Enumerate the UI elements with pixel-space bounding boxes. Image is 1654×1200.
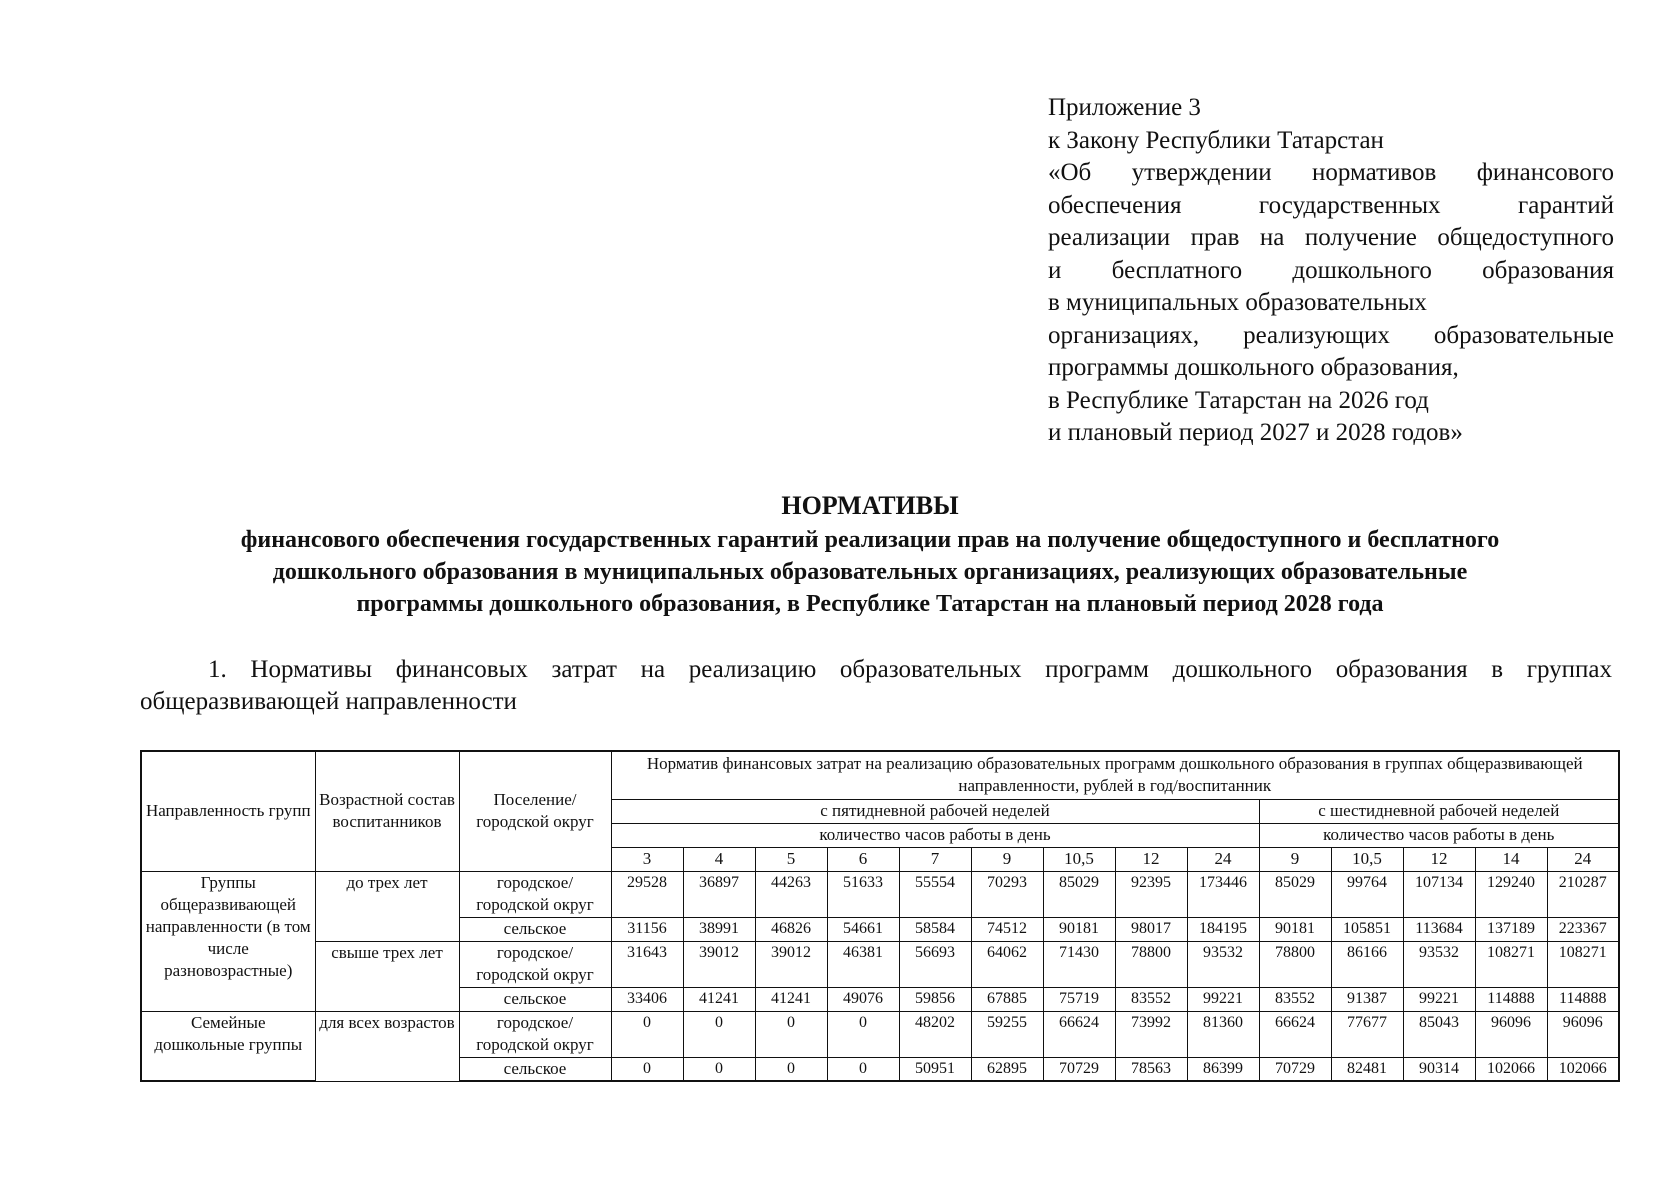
cell-value: 108271 [1475, 941, 1547, 987]
appendix-line: к Закону Республики Татарстан [1048, 126, 1384, 154]
cell-value: 75719 [1043, 987, 1115, 1011]
header-six-day: с шестидневной рабочей неделей [1259, 799, 1619, 823]
cell-settlement: городское/ городской округ [459, 941, 611, 987]
cell-value: 36897 [683, 871, 755, 917]
cell-value: 99221 [1187, 987, 1259, 1011]
cell-settlement: сельское [459, 987, 611, 1011]
cell-value: 96096 [1547, 1011, 1619, 1057]
hours-cell: 10,5 [1331, 847, 1403, 871]
cell-value: 99221 [1403, 987, 1475, 1011]
header-age: Возрастной состав воспитанников [315, 751, 459, 871]
cell-value: 0 [683, 1011, 755, 1057]
appendix-line: и плановый период 2027 и 2028 годов» [1048, 419, 1463, 446]
cell-value: 102066 [1475, 1057, 1547, 1081]
cell-value: 48202 [899, 1011, 971, 1057]
cell-value: 78800 [1115, 941, 1187, 987]
cell-value: 38991 [683, 917, 755, 941]
cell-value: 0 [683, 1057, 755, 1081]
cell-value: 184195 [1187, 917, 1259, 941]
appendix-line: в муниципальных образовательных [1048, 289, 1427, 316]
cell-settlement: городское/ городской округ [459, 1011, 611, 1057]
cell-value: 64062 [971, 941, 1043, 987]
cell-value: 62895 [971, 1057, 1043, 1081]
cell-value: 66624 [1043, 1011, 1115, 1057]
table-body [141, 871, 1619, 1081]
cell-value: 90181 [1043, 917, 1115, 941]
cell-value: 173446 [1187, 871, 1259, 917]
cell-value: 223367 [1547, 917, 1619, 941]
cell-value: 44263 [755, 871, 827, 917]
cell-value: 105851 [1331, 917, 1403, 941]
cell-value: 86166 [1331, 941, 1403, 987]
cell-value: 90181 [1259, 917, 1331, 941]
cell-value: 210287 [1547, 871, 1619, 917]
table-row [141, 1011, 1619, 1057]
cell-value: 81360 [1187, 1011, 1259, 1057]
cell-value: 39012 [683, 941, 755, 987]
cell-value: 137189 [1475, 917, 1547, 941]
appendix-line: обеспечения государственных гарантий [1048, 191, 1614, 219]
cell-value: 114888 [1475, 987, 1547, 1011]
cell-value: 0 [611, 1011, 683, 1057]
cell-value: 107134 [1403, 871, 1475, 917]
cell-value: 92395 [1115, 871, 1187, 917]
cell-value: 78563 [1115, 1057, 1187, 1081]
cell-value: 31643 [611, 941, 683, 987]
cell-group-direction: Группы общеразвивающей направленности (в том числе разновозрастные) [141, 871, 315, 1011]
table-row [141, 871, 1619, 917]
cell-value: 70729 [1259, 1057, 1331, 1081]
hours-cell: 24 [1547, 847, 1619, 871]
header-five-day: с пятидневной рабочей неделей [611, 799, 1259, 823]
hours-cell: 7 [899, 847, 971, 871]
cell-value: 85029 [1259, 871, 1331, 917]
cell-value: 78800 [1259, 941, 1331, 987]
appendix-line: в Республике Татарстан на 2026 год [1048, 386, 1429, 414]
cell-value: 0 [827, 1011, 899, 1057]
cell-value: 129240 [1475, 871, 1547, 917]
cell-value: 0 [755, 1011, 827, 1057]
hours-cell: 3 [611, 847, 683, 871]
cell-value: 83552 [1259, 987, 1331, 1011]
hours-cell: 9 [971, 847, 1043, 871]
cell-value: 86399 [1187, 1057, 1259, 1081]
cell-settlement: сельское [459, 917, 611, 941]
cell-value: 54661 [827, 917, 899, 941]
cell-value: 46381 [827, 941, 899, 987]
appendix-line: организациях, реализующих образовательные [1048, 321, 1614, 349]
cell-value: 0 [755, 1057, 827, 1081]
cell-age: для всех возрастов [315, 1011, 459, 1081]
cell-value: 98017 [1115, 917, 1187, 941]
cell-settlement: городское/ городской округ [459, 871, 611, 917]
cell-group-direction: Семейные дошкольные группы [141, 1011, 315, 1081]
appendix-block [1048, 92, 1614, 450]
header-hours-six: количество часов работы в день [1259, 823, 1619, 847]
section-line: 1. Нормативы финансовых затрат на реализацию образовательных программ дошкольного образования в группах [208, 656, 1612, 683]
normatives-table [140, 750, 1620, 1082]
cell-value: 73992 [1115, 1011, 1187, 1057]
cell-value: 58584 [899, 917, 971, 941]
cell-value: 91387 [1331, 987, 1403, 1011]
cell-value: 59856 [899, 987, 971, 1011]
appendix-line: и бесплатного дошкольного образования [1048, 256, 1614, 284]
section-line: общеразвивающей направленности [140, 688, 517, 715]
hours-cell: 24 [1187, 847, 1259, 871]
hours-cell: 14 [1475, 847, 1547, 871]
cell-value: 93532 [1403, 941, 1475, 987]
cell-value: 31156 [611, 917, 683, 941]
hours-cell: 4 [683, 847, 755, 871]
cell-value: 59255 [971, 1011, 1043, 1057]
cell-value: 56693 [899, 941, 971, 987]
title-sub-line: дошкольного образования в муниципальных образовательных организациях, реализующих образовательные [272, 559, 1468, 585]
cell-value: 50951 [899, 1057, 971, 1081]
appendix-line: реализации прав на получение общедоступного [1048, 224, 1614, 251]
cell-value: 90314 [1403, 1057, 1475, 1081]
title-sub-line: программы дошкольного образования, в Республике Татарстан на плановый период 2028 года [356, 591, 1384, 617]
cell-value: 77677 [1331, 1011, 1403, 1057]
document-title [120, 488, 1620, 620]
cell-age: до трех лет [315, 871, 459, 941]
hours-cell: 12 [1115, 847, 1187, 871]
cell-value: 82481 [1331, 1057, 1403, 1081]
cell-value: 70293 [971, 871, 1043, 917]
hours-cell: 10,5 [1043, 847, 1115, 871]
hours-cell: 9 [1259, 847, 1331, 871]
cell-value: 0 [611, 1057, 683, 1081]
cell-settlement: сельское [459, 1057, 611, 1081]
cell-value: 0 [827, 1057, 899, 1081]
cell-value: 96096 [1475, 1011, 1547, 1057]
cell-value: 41241 [755, 987, 827, 1011]
hours-cell: 6 [827, 847, 899, 871]
cell-value: 67885 [971, 987, 1043, 1011]
cell-value: 39012 [755, 941, 827, 987]
appendix-line: Приложение 3 [1048, 94, 1201, 121]
table-row [141, 941, 1619, 987]
cell-value: 51633 [827, 871, 899, 917]
cell-value: 74512 [971, 917, 1043, 941]
cell-value: 93532 [1187, 941, 1259, 987]
appendix-line: «Об утверждении нормативов финансового [1048, 159, 1614, 186]
cell-value: 99764 [1331, 871, 1403, 917]
cell-value: 55554 [899, 871, 971, 917]
cell-value: 29528 [611, 871, 683, 917]
cell-value: 102066 [1547, 1057, 1619, 1081]
title-sub-line: финансового обеспечения государственных гарантий реализации прав на получение общедоступного и бесплатного [240, 527, 1500, 553]
cell-value: 46826 [755, 917, 827, 941]
cell-value: 33406 [611, 987, 683, 1011]
cell-value: 71430 [1043, 941, 1115, 987]
hours-cell: 5 [755, 847, 827, 871]
cell-value: 83552 [1115, 987, 1187, 1011]
title-main: НОРМАТИВЫ [781, 491, 959, 520]
cell-value: 41241 [683, 987, 755, 1011]
cell-value: 66624 [1259, 1011, 1331, 1057]
cell-value: 114888 [1547, 987, 1619, 1011]
cell-age: свыше трех лет [315, 941, 459, 1011]
section-heading [140, 654, 1612, 718]
header-normative: Норматив финансовых затрат на реализацию образовательных программ дошкольного образования в группах общеразвивающей направленности, рублей в год/воспитанник [611, 751, 1619, 799]
header-settlement: Поселение/ городской округ [459, 751, 611, 871]
appendix-line: программы дошкольного образования, [1048, 354, 1459, 381]
cell-value: 85043 [1403, 1011, 1475, 1057]
cell-value: 70729 [1043, 1057, 1115, 1081]
header-hours-five: количество часов работы в день [611, 823, 1259, 847]
hours-cell: 12 [1403, 847, 1475, 871]
cell-value: 113684 [1403, 917, 1475, 941]
cell-value: 108271 [1547, 941, 1619, 987]
header-group-direction: Направленность групп [141, 751, 315, 871]
cell-value: 49076 [827, 987, 899, 1011]
cell-value: 85029 [1043, 871, 1115, 917]
